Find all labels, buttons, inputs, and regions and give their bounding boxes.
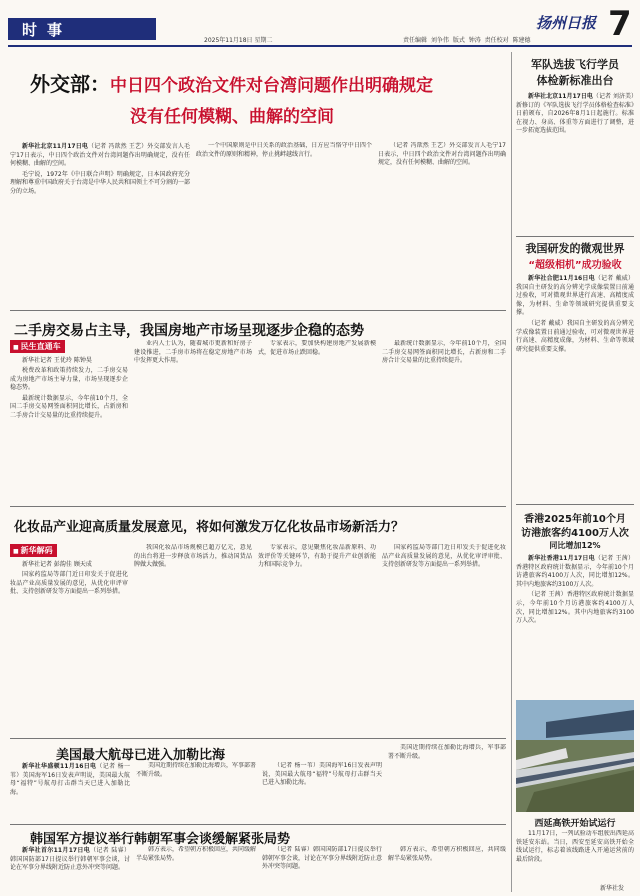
lead-headline [30, 68, 433, 97]
section-title: 时事 [22, 21, 73, 39]
train-photo-image [516, 700, 634, 812]
carrier-paragraph: （记者 杨一苇）美国海军16日发表声明说，美国最大航母“福特”号航母打击群当天已进入加勒比海。 [262, 762, 382, 787]
cosmetics-paragraph: 我国化妆品市场规模已超万亿元，意见的出台将进一步释放市场活力，推动国货品牌做大做强。 [134, 544, 252, 569]
lead-byline: 新华社北京11月17日电 [22, 143, 88, 150]
sidebar-c-title-2: 访港旅客约4100万人次 [521, 528, 629, 539]
housing-paragraph: 税费改革和政策持续发力，二手房交易成为房地产市场主导力量，市场呈现逐步企稳态势。 [10, 367, 128, 392]
sidebar-c-body [516, 554, 634, 694]
sidebar-c-subtitle: 同比增加12% [549, 541, 601, 550]
sidebar-divider [511, 52, 512, 892]
housing-headline: 二手房交易占主导，我国房地产市场呈现逐步企稳的态势 [14, 323, 364, 339]
sidebar-b-byline: 新华社合肥11月16日电 [528, 275, 595, 282]
photo-caption: 西延高铁开始试运行 [534, 819, 616, 829]
housing-byline: 新华社记者 王优玲 陈钟昊 [22, 357, 92, 364]
housing-column-3 [258, 340, 376, 498]
lead-title-line1: 中日四个政治文件对台湾问题作出明确规定 [110, 76, 433, 96]
housing-paragraph: 最新统计数据显示，今年前10个月，全国二手房交易网签面积同比增长，占新房和二手房合计交易量的比重持续提升。 [382, 340, 506, 365]
housing-paragraph: 业内人士认为，随着城市更新和好房子建设推进，二手房市场将在稳定房地产市场中发挥更大作用。 [134, 340, 252, 365]
lead-paragraph: 毛宁说，1972年《中日联合声明》明确规定，日本国政府充分理解和尊重中国政府关于台湾是中华人民共和国领土不可分割的一部分的立场。 [10, 170, 190, 195]
sidebar-b-title-1: 我国研发的微观世界 [525, 242, 625, 255]
korea-byline: 新华社首尔11月17日电 [22, 847, 91, 854]
section-banner [8, 18, 156, 40]
issue-date: 2025年11月18日 星期二 [204, 37, 273, 44]
carrier-paragraph: 美国近期持续在加勒比海增兵，军事部署不断升级。 [388, 744, 506, 760]
housing-column-2 [134, 340, 252, 498]
korea-paragraph: 韩方表示，希望朝方积极回应，共同缓解半岛紧张局势。 [388, 846, 506, 862]
korea-paragraph: （记者 陆睿）韩国国防部17日提议举行韩朝军事会谈，讨论在军事分界线附近防止意外冲突等问题。 [10, 847, 130, 872]
lead-paragraph: 一个中国原则是中日关系的政治基础，日方应当恪守中日四个政治文件的原则和精神，停止挑衅越线言行。 [196, 142, 372, 158]
photo-credit: 新华社发 [600, 885, 625, 892]
sidebar-c-title-1: 香港2025年前10个月 [524, 514, 626, 525]
photo-caption-text [516, 830, 634, 884]
divider [516, 236, 634, 237]
housing-column-4 [382, 340, 506, 498]
lead-title-line2: 没有任何模糊、曲解的空间 [130, 107, 334, 127]
carrier-column-3 [262, 762, 382, 820]
housing-column-1 [10, 356, 128, 498]
sidebar-b-body [516, 274, 634, 500]
cosmetics-paragraph: 国家药监局等部门近日印发关于促进化妆品产业高质量发展的意见，从优化审评审批、支持创新研发等方面提出一系列举措。 [382, 544, 506, 569]
carrier-headline: 美国最大航母已进入加勒比海 [56, 748, 226, 763]
sidebar-b-title-2: “超级相机”成功验收 [528, 260, 622, 271]
korea-column-1 [10, 846, 130, 892]
sidebar-b-paragraph: （记者 戴威）我国自主研发的高分辨光学成像装置日前通过验收，可对微观世界进行高速、高精度成像，为材料、生命等领域研究提供重要支撑。 [516, 319, 634, 353]
carrier-paragraph: 美国近期持续在加勒比海增兵，军事部署不断升级。 [136, 762, 256, 778]
korea-column-4 [388, 846, 506, 892]
lead-column-2 [196, 142, 372, 302]
carrier-column-1 [10, 762, 130, 820]
sidebar-b-paragraph: （记者 戴威）我国自主研发的高分辨光学成像装置日前通过验收，可对微观世界进行高速、高精度成像，为材料、生命等领域研究提供重要支撑。 [516, 275, 634, 317]
lead-kicker: 外交部： [30, 72, 110, 96]
cosmetics-byline: 新华社记者 彭韵佳 顾天成 [22, 561, 92, 568]
housing-paragraph: 最新统计数据显示，今年前10个月，全国二手房交易网签面积同比增长，占新房和二手房合计交易量的比重持续提升。 [10, 394, 128, 419]
sidebar-c-paragraph: （记者 王茜）香港特区政府统计数据显示，今年前10个月访港旅客约4100万人次，同比增加12%。其中内地旅客约3100万人次。 [516, 555, 634, 588]
train-photo [516, 700, 634, 812]
lead-paragraph: （记者 冯歆然 王艺）外交部发言人毛宁17日表示，中日四个政治文件对台湾问题作出明确规定，没有任何模糊、曲解的空间。 [378, 142, 506, 167]
sidebar-c-paragraph: （记者 王茜）香港特区政府统计数据显示，今年前10个月访港旅客约4100万人次，同比增加12%。其中内地旅客约3100万人次。 [516, 591, 634, 625]
korea-headline: 韩国军方提议举行韩朝军事会谈缓解紧张局势 [30, 832, 291, 847]
divider [10, 824, 506, 825]
masthead-rule [8, 45, 632, 47]
cosmetics-paragraph: 专家表示，意见聚焦化妆品新原料、功效评价等关键环节，有助于提升产业创新能力和国际竞争力。 [258, 544, 376, 569]
carrier-paragraph: （记者 杨一苇）美国海军16日发表声明说，美国最大航母“福特”号航母打击群当天已进入加勒比海。 [10, 763, 130, 796]
editors-line: 责任编辑 刘争伟 版式 钟涛 责任校对 陈建德 [403, 37, 531, 44]
sidebar-c-byline: 新华社香港11月17日电 [528, 555, 595, 562]
divider [516, 504, 634, 505]
sidebar-a-title-2: 体检新标准出台 [536, 74, 614, 87]
lead-paragraph: （记者 冯歆然 王艺）外交部发言人毛宁17日表示，中日四个政治文件对台湾问题作出明确规定，没有任何模糊、曲解的空间。 [10, 143, 190, 168]
sidebar-a-paragraph: （记者 刘济美）新修订的《军队选拔飞行学员体格检查标准》日前颁布，自2026年8月1日起施行。标准在视力、身高、体重等方面进行了调整，进一步拓宽选拔范围。 [516, 93, 634, 135]
cosmetics-paragraph: 国家药监局等部门近日印发关于促进化妆品产业高质量发展的意见，从优化审评审批、支持创新研发等方面提出一系列举措。 [10, 571, 128, 596]
page-number: 7 [608, 4, 632, 44]
cosmetics-column-1 [10, 560, 128, 730]
cosmetics-column-3 [258, 544, 376, 730]
masthead [8, 6, 632, 46]
sidebar-a-byline: 新华社北京11月17日电 [528, 93, 593, 100]
lead-column-3 [378, 142, 506, 302]
korea-paragraph: （记者 陆睿）韩国国防部17日提议举行韩朝军事会谈，讨论在军事分界线附近防止意外冲突等问题。 [262, 846, 382, 871]
divider [10, 310, 506, 311]
korea-column-3 [262, 846, 382, 892]
newspaper-logo: 扬州日报 [536, 14, 597, 32]
cosmetics-headline: 化妆品产业迎高质量发展意见，将如何激发万亿化妆品市场新活力？ [14, 520, 405, 535]
lead-column-1 [10, 142, 190, 302]
carrier-column-2 [136, 762, 256, 820]
housing-tag: ■ 民生直通车 [10, 340, 65, 353]
cosmetics-column-2 [134, 544, 252, 730]
divider [10, 738, 506, 739]
housing-paragraph: 专家表示，要加快构建房地产发展新模式，促进市场止跌回稳。 [258, 340, 376, 356]
cosmetics-tag: ■ 新华解码 [10, 544, 57, 557]
divider [10, 506, 506, 507]
photo-caption-paragraph: 11月17日，一列试验动车组驶出西延高铁延安东站。当日，西安至延安高铁开始全线试运行，标志着该线路进入开通运营前的最后阶段。 [516, 830, 634, 863]
cosmetics-column-4 [382, 544, 506, 730]
sidebar-a-title-1: 军队选拔飞行学员 [531, 58, 619, 71]
sidebar-a-body [516, 92, 634, 232]
carrier-byline: 新华社华盛顿11月16日电 [22, 763, 97, 770]
carrier-column-4 [388, 744, 506, 820]
korea-column-2 [136, 846, 256, 892]
korea-paragraph: 韩方表示，希望朝方积极回应，共同缓解半岛紧张局势。 [136, 846, 256, 862]
